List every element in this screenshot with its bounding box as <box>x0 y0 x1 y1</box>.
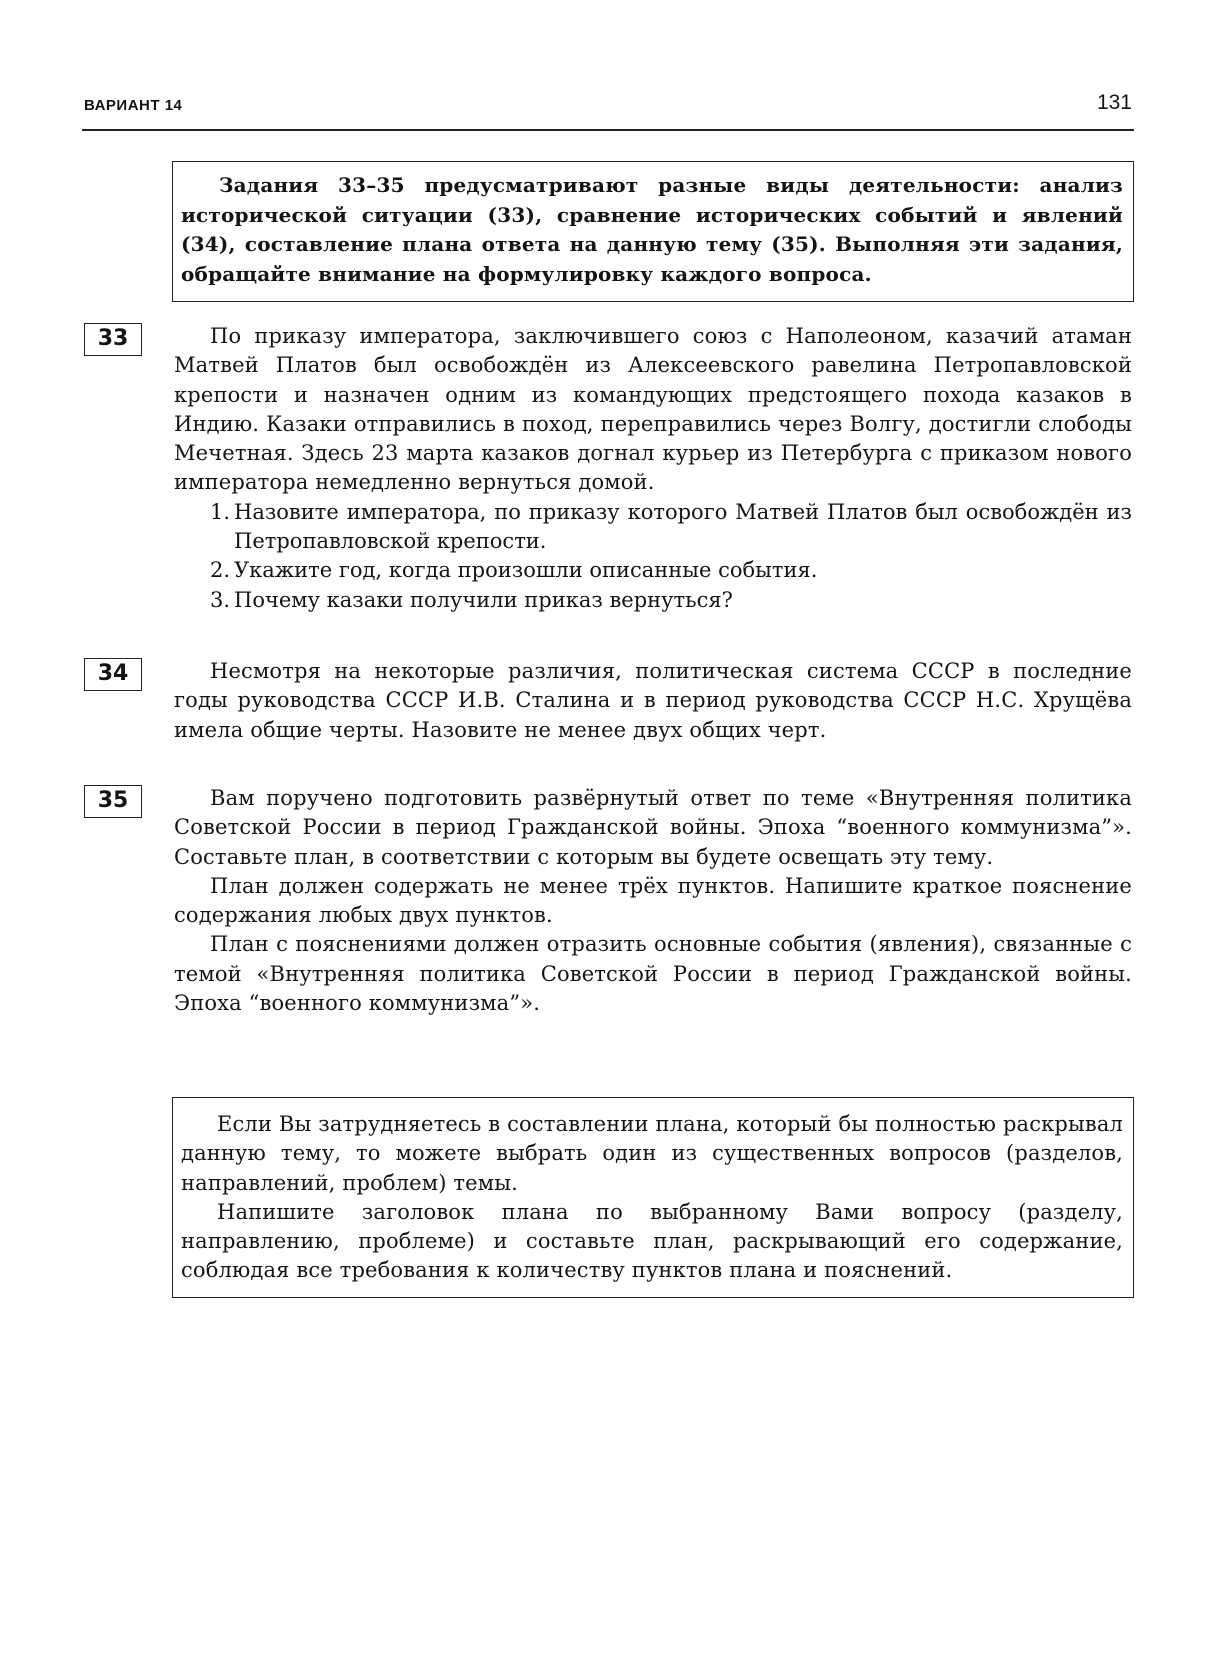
running-head: ВАРИАНТ 14 <box>84 97 183 114</box>
task-33-questions <box>174 498 1132 615</box>
instructions-box <box>172 161 1134 302</box>
task-number-34: 34 <box>84 658 142 691</box>
page-number: 131 <box>1096 91 1132 114</box>
question-number: 1. <box>210 499 231 524</box>
question-item <box>174 586 1132 615</box>
question-text: Назовите императора, по приказу которого Матвей Платов был освобождён из Петропавловской крепости. <box>234 499 1132 554</box>
task-34-text: Несмотря на некоторые различия, политическая система СССР в последние годы руководства СССР И.В. Сталина и в период руководства СССР Н.С. Хрущёва имела общие черты. Назовите не менее двух общих черт. <box>174 659 1132 742</box>
task-35 <box>174 784 1132 1018</box>
question-text: Почему казаки получили приказ вернуться? <box>234 587 733 612</box>
task-35-content-note: План с пояснениями должен отразить основные события (явления), связанные с темой «Внутренняя политика Советской России в период Гражданской войны. Эпоха “военного коммунизма”». <box>174 932 1132 1016</box>
question-item <box>174 498 1132 557</box>
hint-text: Если Вы затрудняетесь в составлении плана, который бы полностью раскрывал данную тему, то можете выбрать один из существенных вопросов (разделов, направлений, проблем) темы. <box>181 1112 1123 1195</box>
question-number: 3. <box>210 587 231 612</box>
header-rule <box>82 129 1134 131</box>
task-33 <box>174 322 1132 615</box>
task-number-33: 33 <box>84 323 142 356</box>
question-number: 2. <box>210 558 231 583</box>
task-33-text: По приказу императора, заключившего союз с Наполеоном, казачий атаман Матвей Платов был освобождён из Алексеевского равелина Петропавловской крепости и назначен одним из командующих предстоящего похода казаков в Индию. Казаки отправились в поход, переправились через Волгу, достигли слободы Мечетная. Здесь 23 марта казаков догнал курьер из Петербурга с приказом нового императора немедленно вернуться домой. <box>174 324 1132 495</box>
task-35-text: Вам поручено подготовить развёрнутый ответ по теме «Внутренняя политика Советской России в период Гражданской войны. Эпоха “военного коммунизма”». Составьте план, в соответствии с которым вы будете освещать эту тему. <box>174 786 1132 869</box>
task-35-requirement: План должен содержать не менее трёх пунктов. Напишите краткое пояснение содержания любых двух пунктов. <box>174 873 1132 928</box>
task-number-35: 35 <box>84 785 142 818</box>
hint-box <box>172 1097 1134 1298</box>
question-item <box>174 556 1132 585</box>
question-text: Укажите год, когда произошли описанные события. <box>234 558 818 583</box>
instructions-text: Задания 33–35 предусматривают разные виды деятельности: анализ исторической ситуации (33), сравнение исторических событий и явлений (34), составление плана ответа на данную тему (35). Выполняя эти задания, обращайте внимание на формулировку каждого вопроса. <box>181 173 1123 286</box>
hint-text: Напишите заголовок плана по выбранному Вами вопросу (разделу, направлению, проблеме) и составьте план, раскрывающий его содержание, соблюдая все требования к количеству пунктов плана и пояснений. <box>181 1199 1123 1283</box>
task-34 <box>174 657 1132 745</box>
